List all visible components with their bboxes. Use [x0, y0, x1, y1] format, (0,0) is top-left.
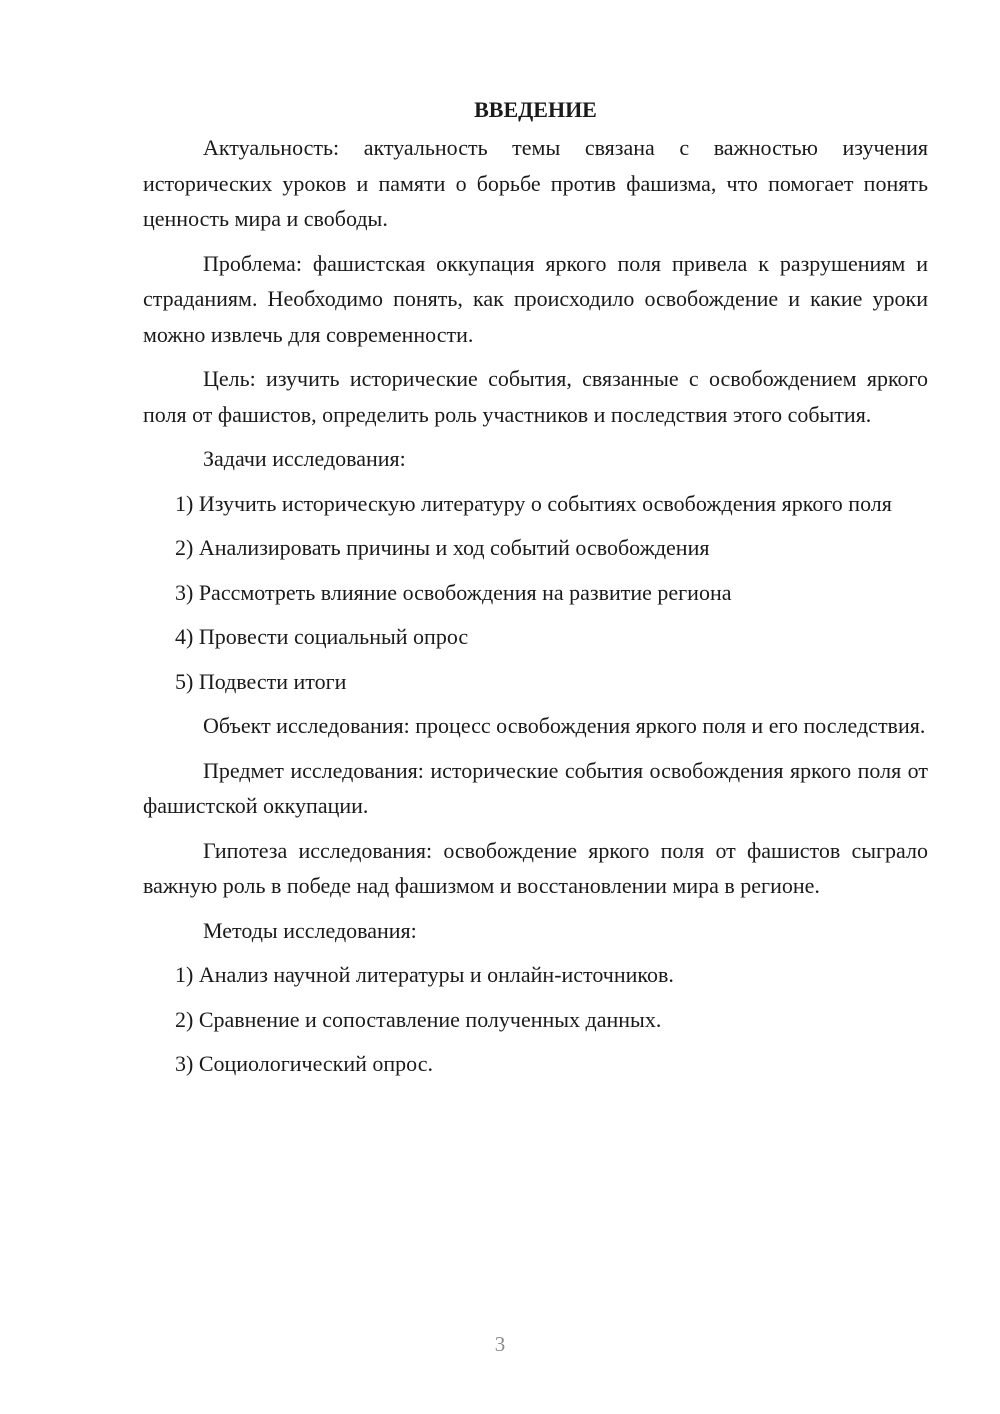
methods-heading: Методы исследования: [203, 917, 417, 943]
page-number: 3 [494, 1332, 506, 1356]
task-item-3: 3) Рассмотреть влияние освобождения на развитие региона [175, 579, 732, 605]
task-item-1: 1) Изучить историческую литературу о событиях освобождения яркого поля [175, 490, 892, 516]
method-item-1: 1) Анализ научной литературы и онлайн-источников. [175, 962, 674, 987]
task-item-5: 5) Подвести итоги [175, 668, 347, 694]
document-page [143, 92, 928, 1091]
task-item-4: 4) Провести социальный опрос [175, 624, 469, 649]
method-item-2: 2) Сравнение и сопоставление полученных данных. [175, 1006, 662, 1032]
tasks-heading: Задачи исследования: [203, 446, 406, 471]
paragraph-hypothesis: Гипотеза исследования: освобождение яркого поля от фашистов сыграло важную роль в победе над фашизмом и восстановлении мира в регионе. [143, 837, 928, 898]
paragraph-relevance: Актуальность: актуальность темы связана с важностью изучения исторических уроков и памяти о борьбе против фашизма, что помогает понять ценность мира и свободы. [143, 135, 928, 231]
method-item-3: 3) Социологический опрос. [175, 1051, 433, 1076]
task-item-2: 2) Анализировать причины и ход событий освобождения [175, 535, 710, 560]
section-title: ВВЕДЕНИЕ [474, 97, 597, 122]
paragraph-problem: Проблема: фашистская оккупация яркого поля привела к разрушениям и страданиям. Необходимо понять, как происходило освобождение и какие уроки можно извлечь для современности. [143, 250, 928, 347]
paragraph-object: Объект исследования: процесс освобождения яркого поля и его последствия. [203, 713, 926, 738]
paragraph-goal: Цель: изучить исторические события, связанные с освобождением яркого поля от фашистов, определить роль участников и последствия этого события. [143, 366, 928, 427]
paragraph-subject: Предмет исследования: исторические события освобождения яркого поля от фашистской оккупации. [143, 757, 928, 818]
